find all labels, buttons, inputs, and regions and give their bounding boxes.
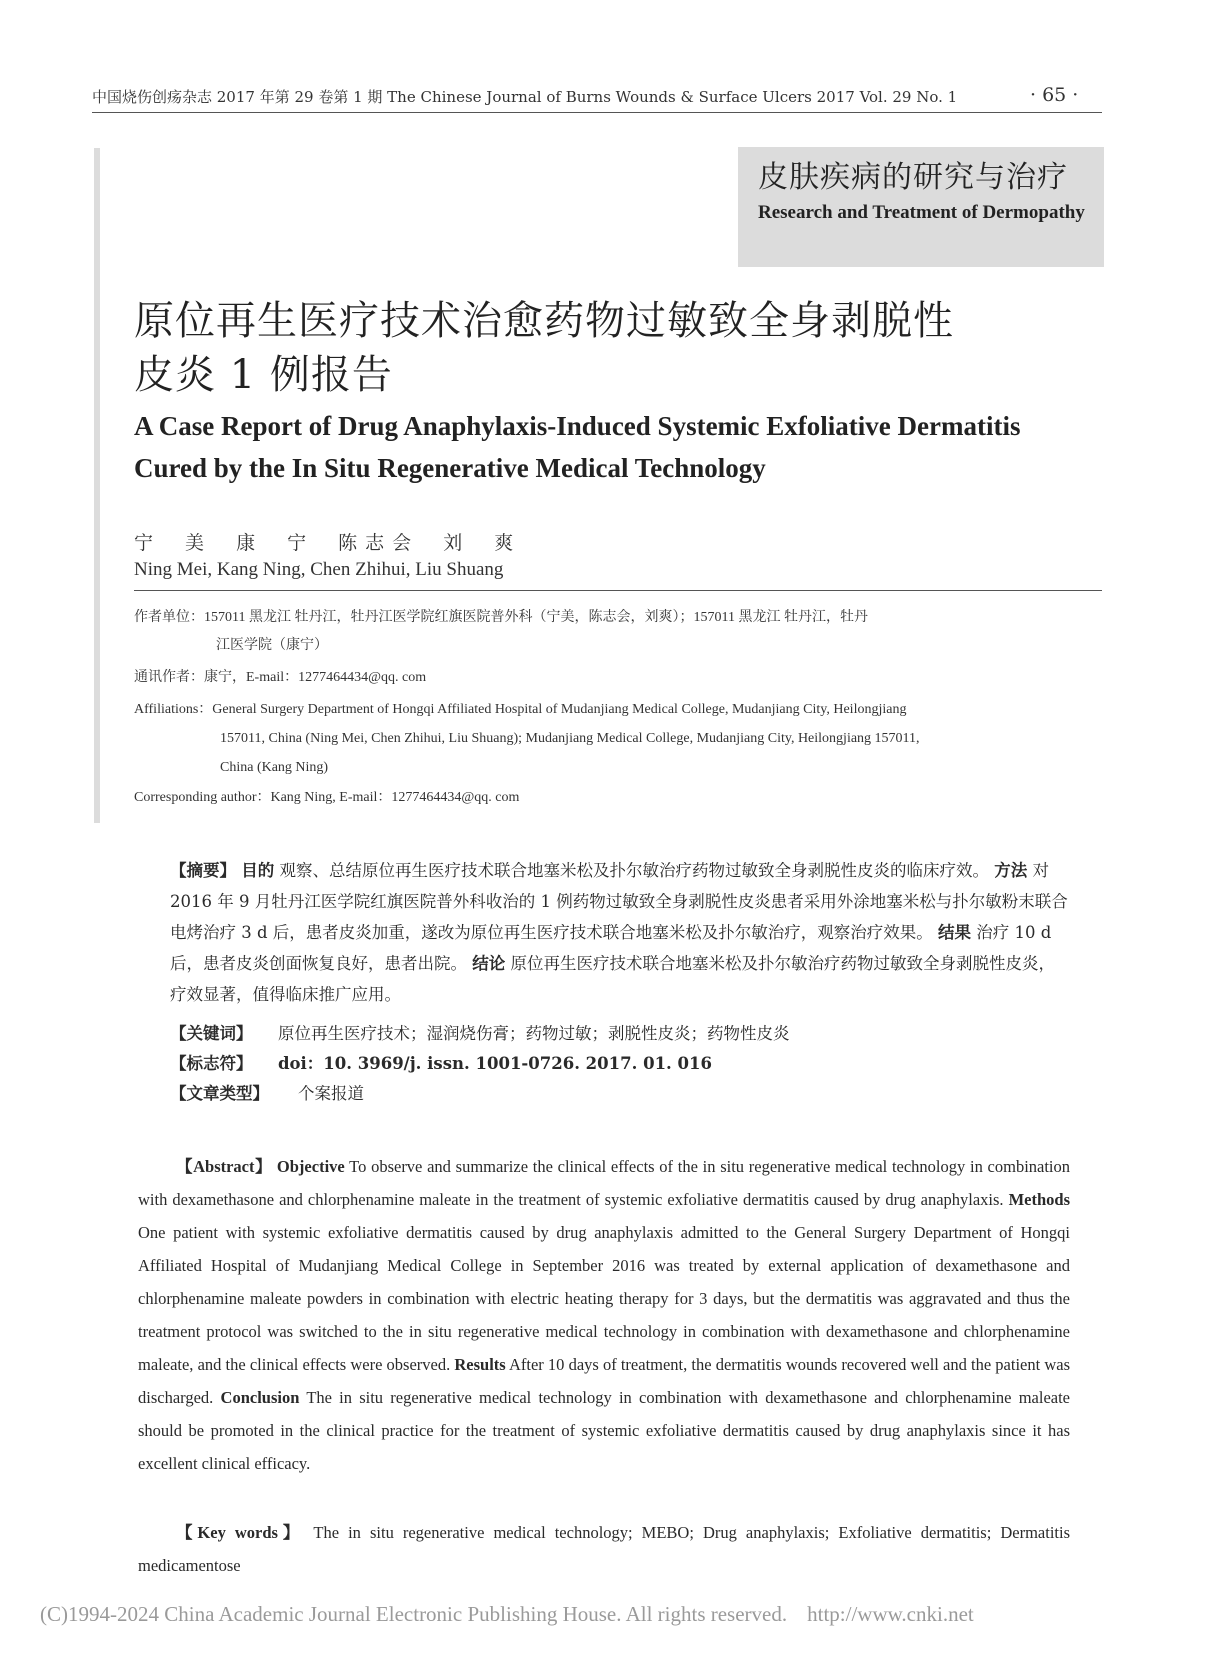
abstract-en (138, 1150, 1070, 1480)
methods-en: One patient with systemic exfoliative dermatitis caused by drug anaphylaxis admitted to the General Surgery Department of Hongqi Affiliated Hospital of Mudanjiang Medical College in September 2016 was treated by external application of dexamethasone and chlorphenamine maleate powders in combination with electric heating therapy for 3 days, but the dermatitis was aggravated and thus the treatment protocol was switched to the in situ regenerative medical technology in combination with dexamethasone and chlorphenamine maleate, and the clinical effects were observed. (138, 1223, 1070, 1374)
conclusion-en: The in situ regenerative medical technology in combination with dexamethasone and chlorphenamine maleate should be promoted in the clinical practice for the treatment of systemic exfoliative dermatitis caused by drug anaphylaxis since it has excellent clinical efficacy. (138, 1388, 1071, 1473)
corresponding-en (134, 784, 519, 812)
header-rule (92, 112, 1102, 113)
conclusion-en-label: Conclusion (220, 1388, 300, 1407)
side-bar (94, 148, 100, 823)
footer (40, 1602, 974, 1627)
title-en-line2: Cured by the In Situ Regenerative Medical Technology (134, 453, 766, 483)
results-zh: 治疗 10 d 后，患者皮炎创面恢复良好，患者出院。 (170, 923, 1052, 973)
article-type-label: 【文章类型】 (170, 1084, 269, 1103)
keywords-en (138, 1516, 1070, 1582)
corresponding-zh-value: 康宁，E-mail：1277464434@qq. com (204, 670, 427, 685)
footer-url[interactable]: http://www.cnki.net (807, 1602, 974, 1626)
author-rule (134, 590, 1102, 591)
affiliation-zh-label: 作者单位： (134, 610, 204, 625)
affiliation-en (134, 696, 1094, 724)
corresponding-zh-label: 通讯作者： (134, 670, 204, 685)
running-head: 中国烧伤创疡杂志 2017 年第 29 卷第 1 期 The Chinese Journal of Burns Wounds & Surface Ulcers 2017 Vol. 29 No. 1 (92, 88, 958, 106)
corresponding-en-value: Kang Ning, E-mail：1277464434@qq. com (270, 790, 520, 805)
title-en-line1: A Case Report of Drug Anaphylaxis-Induced Systemic Exfoliative Dermatitis (134, 411, 1021, 441)
methods-en-label: Methods (1008, 1190, 1070, 1209)
corresponding-en-label: Corresponding author： (134, 790, 271, 805)
affiliation-en-label: Affiliations： (134, 702, 213, 717)
identifier-label: 【标志符】 (170, 1054, 253, 1073)
abstract-zh-label: 【摘要】 (170, 861, 236, 880)
conclusion-zh: 原位再生医疗技术联合地塞米松及扑尔敏治疗药物过敏致全身剥脱性皮炎，疗效显著，值得临床推广应用。 (170, 954, 1055, 1004)
conclusion-zh-label: 结论 (472, 954, 506, 973)
objective-zh-label: 目的 (241, 861, 275, 880)
section-title-en: Research and Treatment of Dermopathy (758, 202, 1085, 223)
affiliation-zh-line1: 157011 黑龙江 牡丹江，牡丹江医学院红旗医院普外科（宁美，陈志会，刘爽）；157011 黑龙江 牡丹江，牡丹 (204, 610, 868, 625)
results-en: After 10 days of treatment, the dermatitis wounds recovered well and the patient was discharged. (138, 1355, 1071, 1407)
methods-zh: 对 2016 年 9 月牡丹江医学院红旗医院普外科收治的 1 例药物过敏致全身剥脱性皮炎患者采用外涂地塞米松与扑尔敏粉末联合电烤治疗 3 d 后，患者皮炎加重，遂改为原位再生医疗技术联合地塞米松及扑尔敏治疗，观察治疗效果。 (170, 861, 1068, 942)
doi-value: doi：10. 3969/j. issn. 1001-0726. 2017. 01. 016 (278, 1054, 712, 1073)
keywords-zh-label: 【关键词】 (170, 1024, 253, 1043)
abstract-zh (170, 855, 1070, 1010)
keywords-zh (170, 1020, 790, 1044)
keywords-en-value: The in situ regenerative medical technology; MEBO; Drug anaphylaxis; Exfoliative dermatitis; Dermatitis medicamentose (138, 1523, 1071, 1575)
affiliation-zh-cont: 江医学院（康宁） (216, 638, 328, 653)
objective-en-label: Objective (276, 1157, 345, 1176)
corresponding-zh (134, 664, 426, 692)
abstract-en-label: 【Abstract】 (176, 1157, 273, 1176)
authors-en: Ning Mei, Kang Ning, Chen Zhihui, Liu Shuang (134, 559, 504, 580)
objective-en: To observe and summarize the clinical effects of the in situ regenerative medical technology in combination with dexamethasone and chlorphenamine maleate in the treatment of systemic exfoliative dermatitis caused by drug anaphylaxis. (138, 1157, 1071, 1209)
keywords-en-label: 【Key words】 (176, 1523, 305, 1542)
section-title-zh: 皮肤疾病的研究与治疗 (758, 160, 1068, 195)
objective-zh: 观察、总结原位再生医疗技术联合地塞米松及扑尔敏治疗药物过敏致全身剥脱性皮炎的临床疗效。 (279, 861, 989, 880)
article-type (170, 1080, 364, 1104)
keywords-zh-value: 原位再生医疗技术；湿润烧伤膏；药物过敏；剥脱性皮炎；药物性皮炎 (278, 1024, 790, 1043)
title-zh-line1: 原位再生医疗技术治愈药物过敏致全身剥脱性 (134, 298, 954, 344)
article-title-zh (134, 294, 1034, 402)
article-title-en (134, 405, 1094, 489)
results-en-label: Results (454, 1355, 506, 1374)
title-zh-line2: 皮炎 1 例报告 (134, 352, 393, 398)
methods-zh-label: 方法 (994, 861, 1028, 880)
article-type-value: 个案报道 (298, 1084, 364, 1103)
page-number: · 65 · (1030, 84, 1079, 106)
footer-copyright: (C)1994-2024 China Academic Journal Electronic Publishing House. All rights reserved. (40, 1602, 788, 1626)
affiliation-en-line3: China (Kang Ning) (220, 760, 329, 775)
affiliation-zh (134, 604, 1094, 632)
affiliation-en-line1: General Surgery Department of Hongqi Affiliated Hospital of Mudanjiang Medical College, Mudanjiang City, Heilongjiang (212, 702, 907, 717)
affiliation-en-line2: 157011, China (Ning Mei, Chen Zhihui, Liu Shuang); Mudanjiang Medical College, Mudanjiang City, Heilongjiang 157011, (220, 731, 920, 746)
authors-zh: 宁 美 康 宁 陈志会 刘 爽 (134, 532, 522, 554)
identifier (170, 1050, 712, 1074)
results-zh-label: 结果 (938, 923, 972, 942)
